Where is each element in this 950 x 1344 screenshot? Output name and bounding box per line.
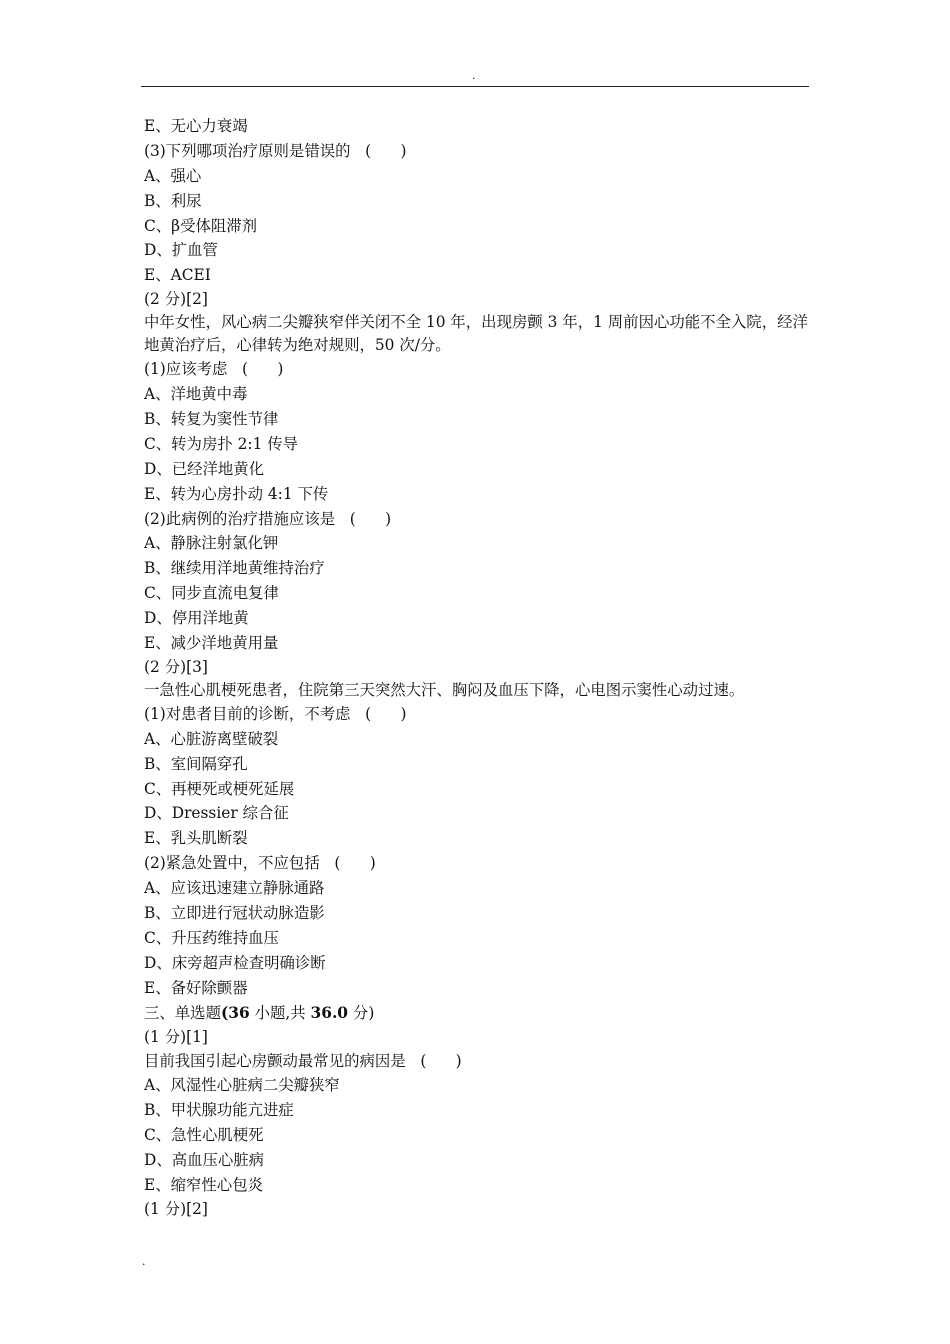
option-line: E、转为心房扑动 4:1 下传 bbox=[144, 484, 329, 503]
header-mark: . bbox=[472, 69, 476, 82]
option-line: E、备好除颤器 bbox=[144, 978, 248, 997]
score-line: (2 分)[3] bbox=[144, 657, 208, 676]
question-line: (1)应该考虑 ( ) bbox=[144, 360, 284, 379]
option-line: D、高血压心脏病 bbox=[144, 1151, 265, 1170]
question-line: 目前我国引起心房颤动最常见的病因是 ( ) bbox=[144, 1051, 462, 1070]
option-line: D、床旁超声检查明确诊断 bbox=[144, 953, 326, 972]
option-line: C、β受体阻滞剂 bbox=[144, 216, 258, 235]
header-rule bbox=[141, 86, 809, 87]
option-line: E、ACEI bbox=[144, 266, 211, 285]
option-line: D、扩血管 bbox=[144, 241, 218, 260]
option-line: B、立即进行冠状动脉造影 bbox=[144, 904, 325, 923]
option-line: A、应该迅速建立静脉通路 bbox=[144, 879, 325, 898]
section-total-score: 36.0 bbox=[310, 1003, 349, 1022]
section-question-count: (36 bbox=[220, 1003, 250, 1022]
question-line: (2)此病例的治疗措施应该是 ( ) bbox=[144, 509, 392, 528]
option-line: D、停用洋地黄 bbox=[144, 609, 249, 628]
option-line: E、缩窄性心包炎 bbox=[144, 1175, 263, 1194]
option-line: E、乳头肌断裂 bbox=[144, 829, 248, 848]
section-heading bbox=[144, 1001, 812, 1026]
question-line: (1)对患者目前的诊断，不考虑 ( ) bbox=[144, 704, 407, 723]
option-line: C、转为房扑 2:1 传导 bbox=[144, 434, 299, 453]
option-line: B、室间隔穿孔 bbox=[144, 754, 248, 773]
option-line: B、甲状腺功能亢进症 bbox=[144, 1101, 294, 1120]
option-line: A、洋地黄中毒 bbox=[144, 385, 248, 404]
case-paragraph: 中年女性，风心病二尖瓣狭窄伴关闭不全 10 年，出现房颤 3 年，1 周前因心功能不全入院，经洋地黄治疗后，心律转为绝对规则，50 次/分。 bbox=[144, 313, 808, 355]
score-line: (2 分)[2] bbox=[144, 290, 208, 309]
option-line: D、Dressier 综合征 bbox=[144, 804, 289, 823]
case-paragraph: 一急性心肌梗死患者，住院第三天突然大汗、胸闷及血压下降，心电图示窦性心动过速。 bbox=[144, 680, 745, 699]
option-line: C、再梗死或梗死延展 bbox=[144, 779, 295, 798]
option-line: A、心脏游离壁破裂 bbox=[144, 729, 279, 748]
option-line: C、急性心肌梗死 bbox=[144, 1126, 264, 1145]
option-line: B、继续用洋地黄维持治疗 bbox=[144, 559, 325, 578]
option-line: B、利尿 bbox=[144, 191, 202, 210]
option-line: A、风湿性心脏病二尖瓣狭窄 bbox=[144, 1076, 340, 1095]
option-line: A、静脉注射氯化钾 bbox=[144, 534, 279, 553]
score-line: (1 分)[1] bbox=[144, 1027, 208, 1046]
section-heading-label: 三、单选题 bbox=[144, 1003, 221, 1022]
option-line: C、同步直流电复律 bbox=[144, 584, 279, 603]
option-line: E、减少洋地黄用量 bbox=[144, 634, 279, 653]
section-heading-end: 分) bbox=[348, 1003, 375, 1022]
footer-mark: . bbox=[142, 1255, 146, 1268]
document-body bbox=[144, 114, 812, 1221]
option-line: B、转复为窦性节律 bbox=[144, 410, 279, 429]
question-line: (3)下列哪项治疗原则是错误的 ( ) bbox=[144, 141, 407, 160]
question-line: (2)紧急处置中，不应包括 ( ) bbox=[144, 854, 376, 873]
option-line: C、升压药维持血压 bbox=[144, 928, 279, 947]
score-line: (1 分)[2] bbox=[144, 1199, 208, 1218]
option-line: E、无心力衰竭 bbox=[144, 117, 248, 135]
section-heading-mid: 小题,共 bbox=[249, 1003, 311, 1022]
option-line: A、强心 bbox=[144, 166, 202, 185]
option-line: D、已经洋地黄化 bbox=[144, 459, 265, 478]
